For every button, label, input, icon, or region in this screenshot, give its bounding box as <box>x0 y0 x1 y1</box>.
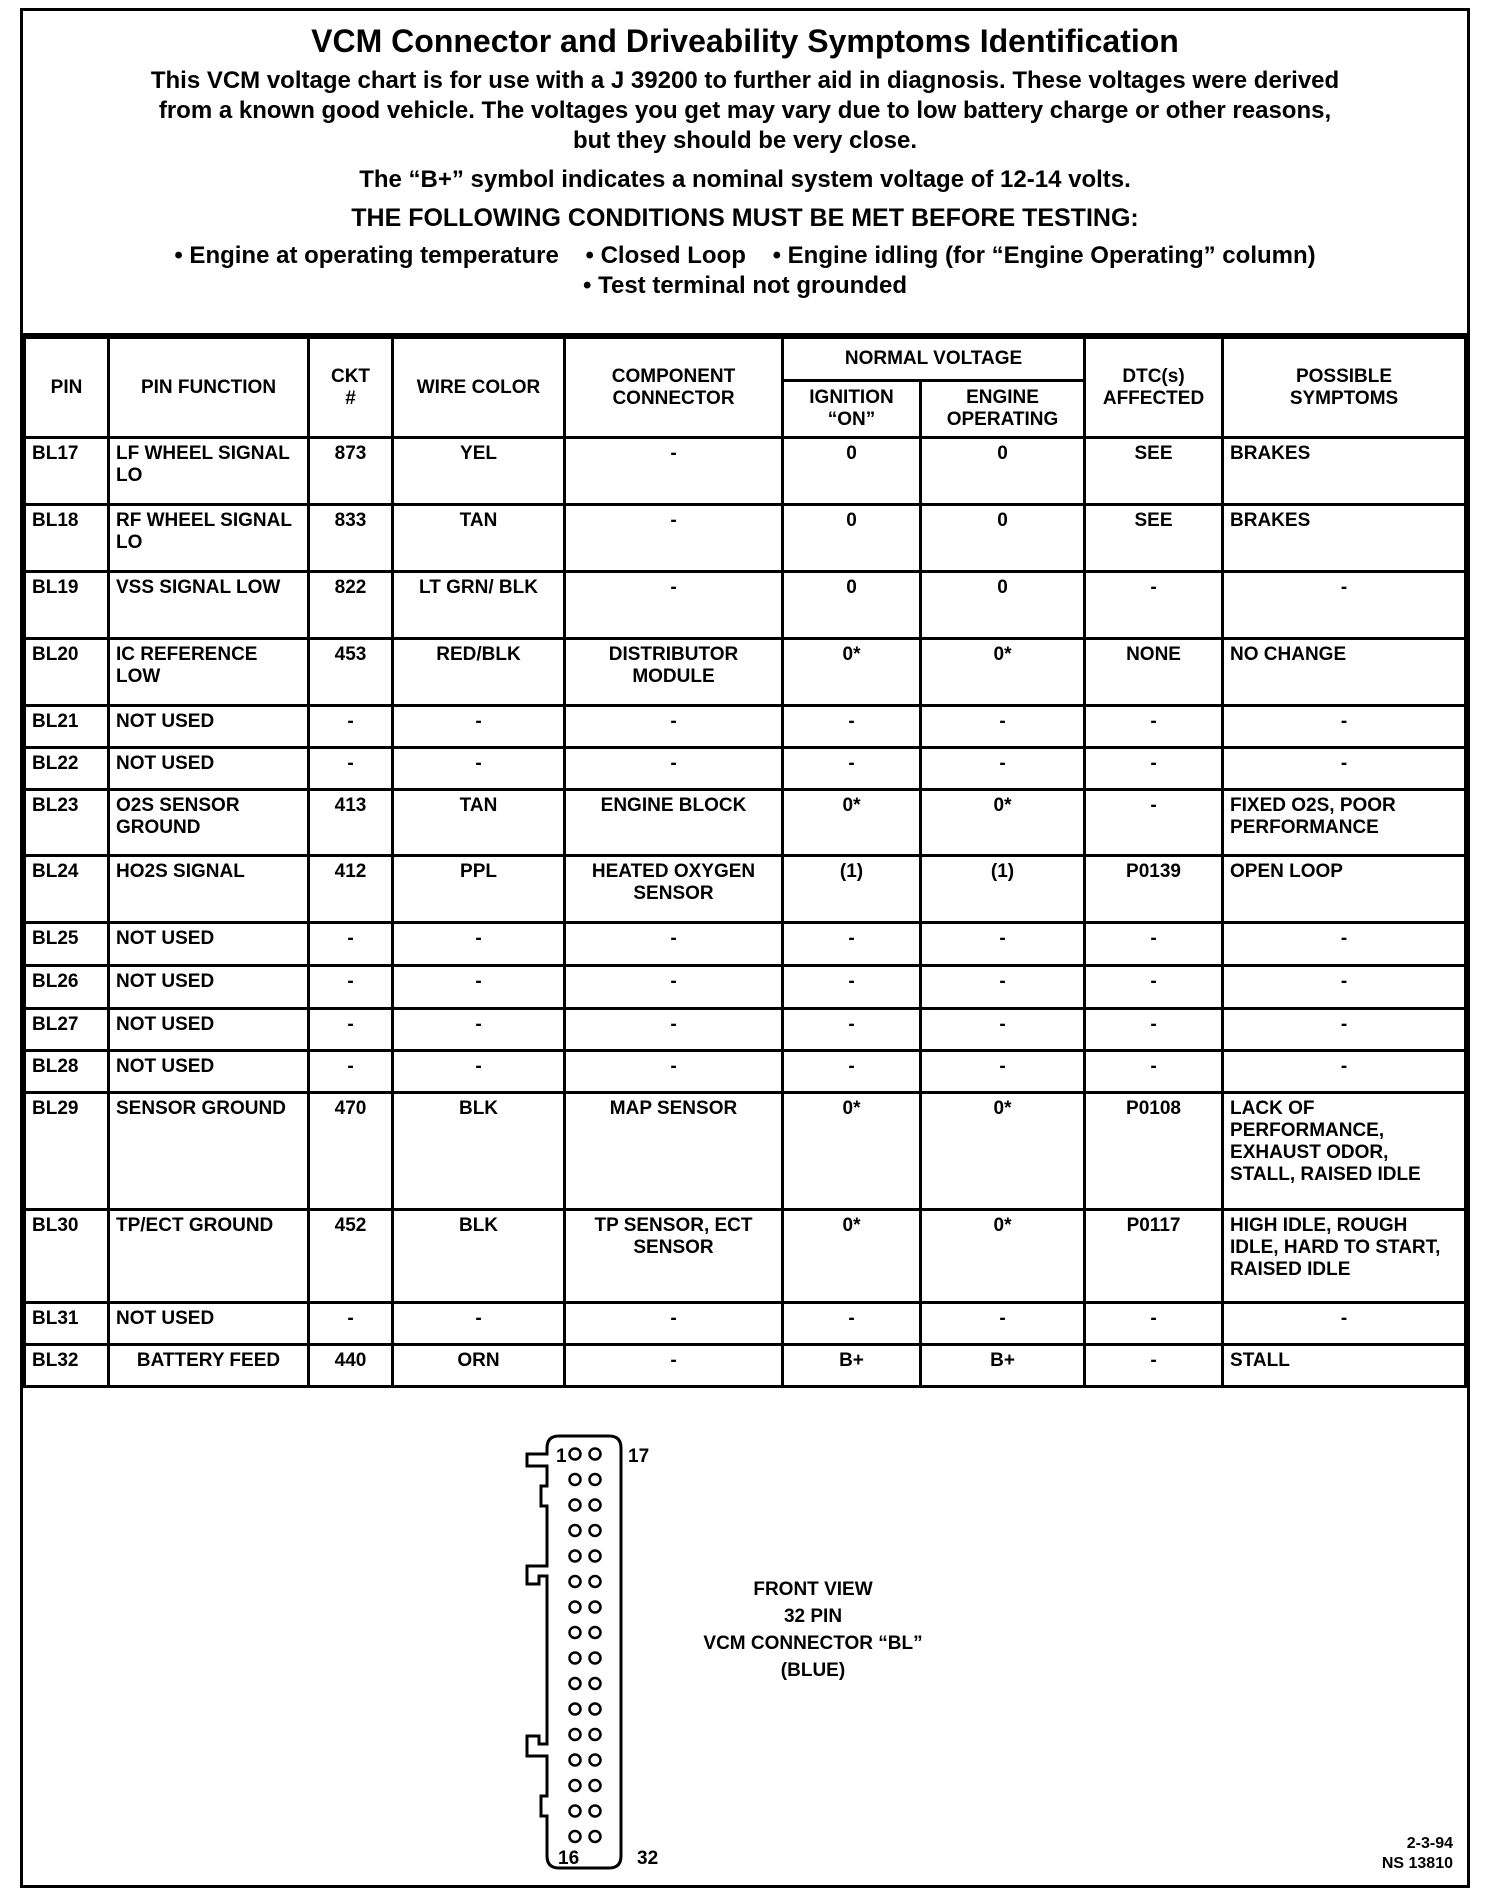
front-view-line: FRONT VIEW <box>753 1579 873 1600</box>
document-date: 2-3-94 <box>1406 1835 1453 1852</box>
dtc-cell: P0108 <box>1085 1093 1223 1210</box>
component-cell: MAP SENSOR <box>565 1093 783 1210</box>
pin-cell: BL21 <box>25 706 109 748</box>
ckt-cell: - <box>309 1009 393 1051</box>
ignition-on-cell: - <box>783 1303 921 1345</box>
table-row <box>25 505 1466 572</box>
engine-operating-cell: 0 <box>921 438 1085 505</box>
symptoms-cell: - <box>1223 572 1466 639</box>
pin-cell: BL28 <box>25 1051 109 1093</box>
component-cell: - <box>565 966 783 1009</box>
dtc-cell: - <box>1085 1345 1223 1387</box>
pin-hole <box>570 1449 581 1460</box>
conditions-heading: THE FOLLOWING CONDITIONS MUST BE MET BEFORE TESTING: <box>351 204 1139 232</box>
dtc-cell: - <box>1085 706 1223 748</box>
pin-cell: BL26 <box>25 966 109 1009</box>
pin-function-cell: O2S SENSOR GROUND <box>109 790 309 856</box>
wire-color-cell: - <box>393 1009 565 1051</box>
dtc-cell: - <box>1085 790 1223 856</box>
dtc-cell: - <box>1085 748 1223 790</box>
ignition-on-cell: - <box>783 923 921 966</box>
symptoms-cell: STALL <box>1223 1345 1466 1387</box>
connector-diagram-area <box>23 1406 1467 1888</box>
symptoms-cell: FIXED O2S, POOR PERFORMANCE <box>1223 790 1466 856</box>
document-ref: NS 13810 <box>1381 1855 1453 1872</box>
table-row <box>25 639 1466 706</box>
pin-function-cell: HO2S SIGNAL <box>109 856 309 923</box>
table-row <box>25 572 1466 639</box>
wire-color-cell: - <box>393 1303 565 1345</box>
pin-label-16: 16 <box>558 1848 580 1869</box>
pin-cell: BL18 <box>25 505 109 572</box>
pin-hole <box>590 1755 601 1766</box>
wire-color-cell: PPL <box>393 856 565 923</box>
pin-function-cell: NOT USED <box>109 923 309 966</box>
pin-hole <box>590 1653 601 1664</box>
component-cell: DISTRIBUTOR MODULE <box>565 639 783 706</box>
ckt-cell: 412 <box>309 856 393 923</box>
col-header-wire-color: WIRE COLOR <box>393 338 565 438</box>
col-header-engine-operating: ENGINE OPERATING <box>921 381 1085 438</box>
wire-color-cell: TAN <box>393 505 565 572</box>
wire-color-cell: ORN <box>393 1345 565 1387</box>
pin-hole <box>590 1704 601 1715</box>
engine-operating-cell: 0* <box>921 1093 1085 1210</box>
pin-function-cell: NOT USED <box>109 706 309 748</box>
engine-operating-cell: - <box>921 1051 1085 1093</box>
col-header-normal-voltage: NORMAL VOLTAGE <box>783 338 1085 381</box>
symptoms-cell: LACK OF PERFORMANCE, EXHAUST ODOR, STALL, RAISED IDLE <box>1223 1093 1466 1210</box>
ignition-on-cell: - <box>783 966 921 1009</box>
ignition-on-cell: 0* <box>783 790 921 856</box>
pin-function-cell: NOT USED <box>109 1009 309 1051</box>
engine-operating-cell: - <box>921 748 1085 790</box>
pin-hole <box>590 1525 601 1536</box>
pin-label-17: 17 <box>628 1446 650 1467</box>
symptoms-cell: NO CHANGE <box>1223 639 1466 706</box>
table-row <box>25 1009 1466 1051</box>
ckt-cell: 873 <box>309 438 393 505</box>
component-cell: HEATED OXYGEN SENSOR <box>565 856 783 923</box>
engine-operating-cell: - <box>921 706 1085 748</box>
pin-cell: BL32 <box>25 1345 109 1387</box>
page-title: VCM Connector and Driveability Symptoms Identification <box>311 23 1179 59</box>
pin-function-cell: NOT USED <box>109 1303 309 1345</box>
dtc-cell: - <box>1085 966 1223 1009</box>
col-header-pin: PIN <box>25 338 109 438</box>
symptoms-cell: - <box>1223 1303 1466 1345</box>
condition-item: • Test terminal not grounded <box>583 272 907 299</box>
vcm-chart-page <box>20 8 1470 1888</box>
bplus-note: The “B+” symbol indicates a nominal system voltage of 12-14 volts. <box>359 166 1131 193</box>
pin-label-1: 1 <box>556 1446 567 1467</box>
dtc-cell: P0139 <box>1085 856 1223 923</box>
engine-operating-cell: 0* <box>921 790 1085 856</box>
table-row <box>25 438 1466 505</box>
pin-hole <box>570 1831 581 1842</box>
pin-hole <box>590 1729 601 1740</box>
engine-operating-cell: - <box>921 1303 1085 1345</box>
wire-color-cell: BLK <box>393 1093 565 1210</box>
pin-cell: BL27 <box>25 1009 109 1051</box>
ignition-on-cell: 0* <box>783 639 921 706</box>
wire-color-cell: YEL <box>393 438 565 505</box>
col-header-ckt: CKT # <box>309 338 393 438</box>
condition-item: • Engine at operating temperature <box>174 242 559 269</box>
ckt-cell: - <box>309 1303 393 1345</box>
pin-hole <box>570 1474 581 1485</box>
table-row <box>25 1051 1466 1093</box>
component-cell: - <box>565 505 783 572</box>
condition-item: • Engine idling (for “Engine Operating” column) <box>772 242 1316 269</box>
symptoms-cell: - <box>1223 1051 1466 1093</box>
ckt-cell: 452 <box>309 1210 393 1303</box>
pin-hole <box>590 1806 601 1817</box>
wire-color-cell: - <box>393 748 565 790</box>
front-view-line: (BLUE) <box>780 1660 846 1681</box>
col-header-ignition-on: IGNITION “ON” <box>783 381 921 438</box>
condition-item: • Closed Loop <box>585 242 746 269</box>
ignition-on-cell: - <box>783 706 921 748</box>
table-row <box>25 790 1466 856</box>
symptoms-cell: - <box>1223 923 1466 966</box>
pin-cell: BL29 <box>25 1093 109 1210</box>
intro-line-3: but they should be very close. <box>572 127 918 154</box>
pin-hole <box>590 1449 601 1460</box>
ckt-cell: 440 <box>309 1345 393 1387</box>
conditions-list <box>23 241 1467 301</box>
pin-hole <box>590 1474 601 1485</box>
table-row <box>25 1345 1466 1387</box>
pin-holes <box>570 1449 601 1843</box>
symptoms-cell: OPEN LOOP <box>1223 856 1466 923</box>
dtc-cell: - <box>1085 572 1223 639</box>
wire-color-cell: LT GRN/ BLK <box>393 572 565 639</box>
engine-operating-cell: 0* <box>921 1210 1085 1303</box>
intro-text <box>53 66 1437 156</box>
engine-operating-cell: - <box>921 923 1085 966</box>
engine-operating-cell: - <box>921 966 1085 1009</box>
table-row <box>25 1210 1466 1303</box>
engine-operating-cell: 0 <box>921 572 1085 639</box>
ignition-on-cell: 0 <box>783 572 921 639</box>
wire-color-cell: - <box>393 706 565 748</box>
ckt-cell: 413 <box>309 790 393 856</box>
pin-hole <box>590 1602 601 1613</box>
ckt-cell: - <box>309 748 393 790</box>
pin-hole <box>570 1525 581 1536</box>
pin-hole <box>590 1627 601 1638</box>
pin-hole <box>570 1806 581 1817</box>
pin-function-cell: IC REFERENCE LOW <box>109 639 309 706</box>
ignition-on-cell: (1) <box>783 856 921 923</box>
pin-function-cell: BATTERY FEED <box>109 1345 309 1387</box>
component-cell: - <box>565 706 783 748</box>
pin-function-cell: NOT USED <box>109 966 309 1009</box>
table-row <box>25 966 1466 1009</box>
wire-color-cell: - <box>393 966 565 1009</box>
dtc-cell: - <box>1085 923 1223 966</box>
pin-cell: BL30 <box>25 1210 109 1303</box>
dtc-cell: - <box>1085 1051 1223 1093</box>
pin-function-cell: NOT USED <box>109 1051 309 1093</box>
ignition-on-cell: 0 <box>783 438 921 505</box>
wire-color-cell: - <box>393 1051 565 1093</box>
dtc-cell: - <box>1085 1303 1223 1345</box>
table-row <box>25 748 1466 790</box>
col-header-pin-function: PIN FUNCTION <box>109 338 309 438</box>
component-cell: - <box>565 748 783 790</box>
pin-table <box>23 336 1467 1388</box>
engine-operating-cell: 0 <box>921 505 1085 572</box>
pin-hole <box>570 1627 581 1638</box>
chart-header <box>23 11 1467 336</box>
ckt-cell: - <box>309 706 393 748</box>
component-cell: - <box>565 923 783 966</box>
pin-hole <box>570 1780 581 1791</box>
pin-label-32: 32 <box>637 1848 659 1869</box>
component-cell: - <box>565 1303 783 1345</box>
ignition-on-cell: B+ <box>783 1345 921 1387</box>
pin-function-cell: SENSOR GROUND <box>109 1093 309 1210</box>
component-cell: - <box>565 1051 783 1093</box>
intro-line-1: This VCM voltage chart is for use with a J 39200 to further aid in diagnosis. These voltages were derived <box>150 67 1340 94</box>
pin-cell: BL31 <box>25 1303 109 1345</box>
wire-color-cell: - <box>393 923 565 966</box>
pin-hole <box>570 1704 581 1715</box>
ckt-cell: 453 <box>309 639 393 706</box>
table-row <box>25 1303 1466 1345</box>
ignition-on-cell: 0* <box>783 1093 921 1210</box>
col-header-symptoms: POSSIBLE SYMPTOMS <box>1223 338 1466 438</box>
wire-color-cell: RED/BLK <box>393 639 565 706</box>
pin-cell: BL23 <box>25 790 109 856</box>
symptoms-cell: HIGH IDLE, ROUGH IDLE, HARD TO START, RAISED IDLE <box>1223 1210 1466 1303</box>
ckt-cell: - <box>309 1051 393 1093</box>
ckt-cell: 470 <box>309 1093 393 1210</box>
ignition-on-cell: - <box>783 748 921 790</box>
dtc-cell: SEE <box>1085 438 1223 505</box>
pin-hole <box>570 1729 581 1740</box>
pin-cell: BL24 <box>25 856 109 923</box>
component-cell: - <box>565 572 783 639</box>
ignition-on-cell: 0 <box>783 505 921 572</box>
pin-function-cell: TP/ECT GROUND <box>109 1210 309 1303</box>
symptoms-cell: BRAKES <box>1223 438 1466 505</box>
col-header-dtc: DTC(s) AFFECTED <box>1085 338 1223 438</box>
pin-cell: BL19 <box>25 572 109 639</box>
front-view-line: 32 PIN <box>783 1606 843 1627</box>
pin-hole <box>590 1551 601 1562</box>
symptoms-cell: - <box>1223 966 1466 1009</box>
component-cell: TP SENSOR, ECT SENSOR <box>565 1210 783 1303</box>
ckt-cell: 833 <box>309 505 393 572</box>
component-cell: - <box>565 1345 783 1387</box>
col-header-component: COMPONENT CONNECTOR <box>565 338 783 438</box>
ignition-on-cell: 0* <box>783 1210 921 1303</box>
engine-operating-cell: - <box>921 1009 1085 1051</box>
pin-function-cell: LF WHEEL SIGNAL LO <box>109 438 309 505</box>
ignition-on-cell: - <box>783 1051 921 1093</box>
table-row <box>25 923 1466 966</box>
pin-hole <box>590 1831 601 1842</box>
engine-operating-cell: 0* <box>921 639 1085 706</box>
pin-cell: BL22 <box>25 748 109 790</box>
front-view-caption <box>683 1576 943 1684</box>
pin-hole <box>570 1500 581 1511</box>
ckt-cell: 822 <box>309 572 393 639</box>
pin-hole <box>590 1576 601 1587</box>
pin-hole <box>590 1678 601 1689</box>
intro-line-2: from a known good vehicle. The voltages you get may vary due to low battery charge or other reasons, <box>158 97 1332 124</box>
pin-hole <box>570 1576 581 1587</box>
ckt-cell: - <box>309 923 393 966</box>
symptoms-cell: - <box>1223 706 1466 748</box>
wire-color-cell: TAN <box>393 790 565 856</box>
symptoms-cell: BRAKES <box>1223 505 1466 572</box>
pin-hole <box>570 1602 581 1613</box>
component-cell: - <box>565 438 783 505</box>
component-cell: ENGINE BLOCK <box>565 790 783 856</box>
ckt-cell: - <box>309 966 393 1009</box>
pin-cell: BL25 <box>25 923 109 966</box>
front-view-line: VCM CONNECTOR “BL” <box>703 1633 923 1654</box>
table-row <box>25 1093 1466 1210</box>
table-row <box>25 706 1466 748</box>
pin-cell: BL17 <box>25 438 109 505</box>
pin-function-cell: NOT USED <box>109 748 309 790</box>
pin-cell: BL20 <box>25 639 109 706</box>
dtc-cell: P0117 <box>1085 1210 1223 1303</box>
pin-hole <box>590 1780 601 1791</box>
pin-function-cell: RF WHEEL SIGNAL LO <box>109 505 309 572</box>
pin-hole <box>570 1755 581 1766</box>
pin-hole <box>570 1653 581 1664</box>
ignition-on-cell: - <box>783 1009 921 1051</box>
component-cell: - <box>565 1009 783 1051</box>
engine-operating-cell: (1) <box>921 856 1085 923</box>
wire-color-cell: BLK <box>393 1210 565 1303</box>
dtc-cell: NONE <box>1085 639 1223 706</box>
pin-hole <box>570 1678 581 1689</box>
document-code <box>1382 1834 1453 1874</box>
engine-operating-cell: B+ <box>921 1345 1085 1387</box>
dtc-cell: SEE <box>1085 505 1223 572</box>
symptoms-cell: - <box>1223 1009 1466 1051</box>
symptoms-cell: - <box>1223 748 1466 790</box>
pin-hole <box>570 1551 581 1562</box>
pin-hole <box>590 1500 601 1511</box>
table-row <box>25 856 1466 923</box>
pin-function-cell: VSS SIGNAL LOW <box>109 572 309 639</box>
connector-diagram <box>503 1426 683 1886</box>
dtc-cell: - <box>1085 1009 1223 1051</box>
